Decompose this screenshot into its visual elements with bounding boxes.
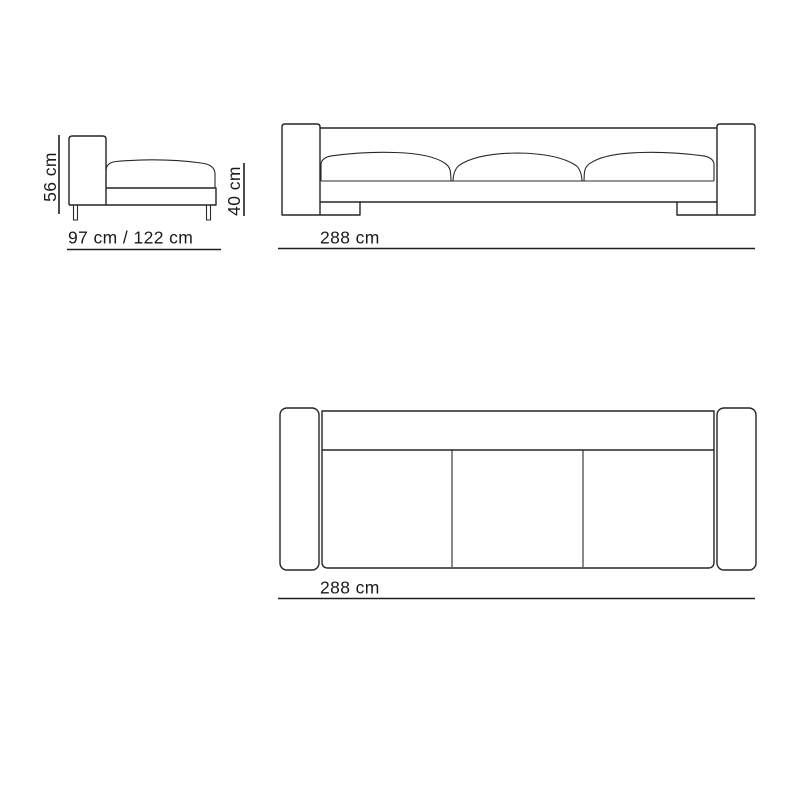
front-left-armrest [282, 124, 320, 202]
side-height-dimension-label: 56 cm [40, 152, 60, 202]
top-width-dimension-label: 288 cm [320, 577, 380, 598]
side-seat-cushion [106, 160, 215, 188]
top-right-armrest [717, 408, 756, 570]
side-seat-base [69, 188, 216, 205]
side-backrest [69, 136, 106, 205]
side-back-leg [74, 205, 78, 220]
side-seat-height-dimension-label: 40 cm [224, 166, 244, 216]
side-front-leg [207, 205, 211, 220]
top-body-outline [322, 411, 714, 568]
front-right-foot-block [677, 202, 755, 215]
front-width-dimension-label: 288 cm [320, 227, 380, 248]
top-left-armrest [280, 408, 319, 570]
front-seat-cushion-left [321, 152, 451, 181]
side-view [40, 135, 244, 250]
front-view [278, 124, 755, 249]
top-view [278, 408, 756, 599]
front-right-armrest [717, 124, 755, 202]
front-seat-cushion-middle [453, 153, 582, 181]
front-seat-cushion-right [584, 152, 714, 181]
side-depth-dimension-label: 97 cm / 122 cm [68, 227, 194, 248]
front-left-foot-block [282, 202, 360, 215]
